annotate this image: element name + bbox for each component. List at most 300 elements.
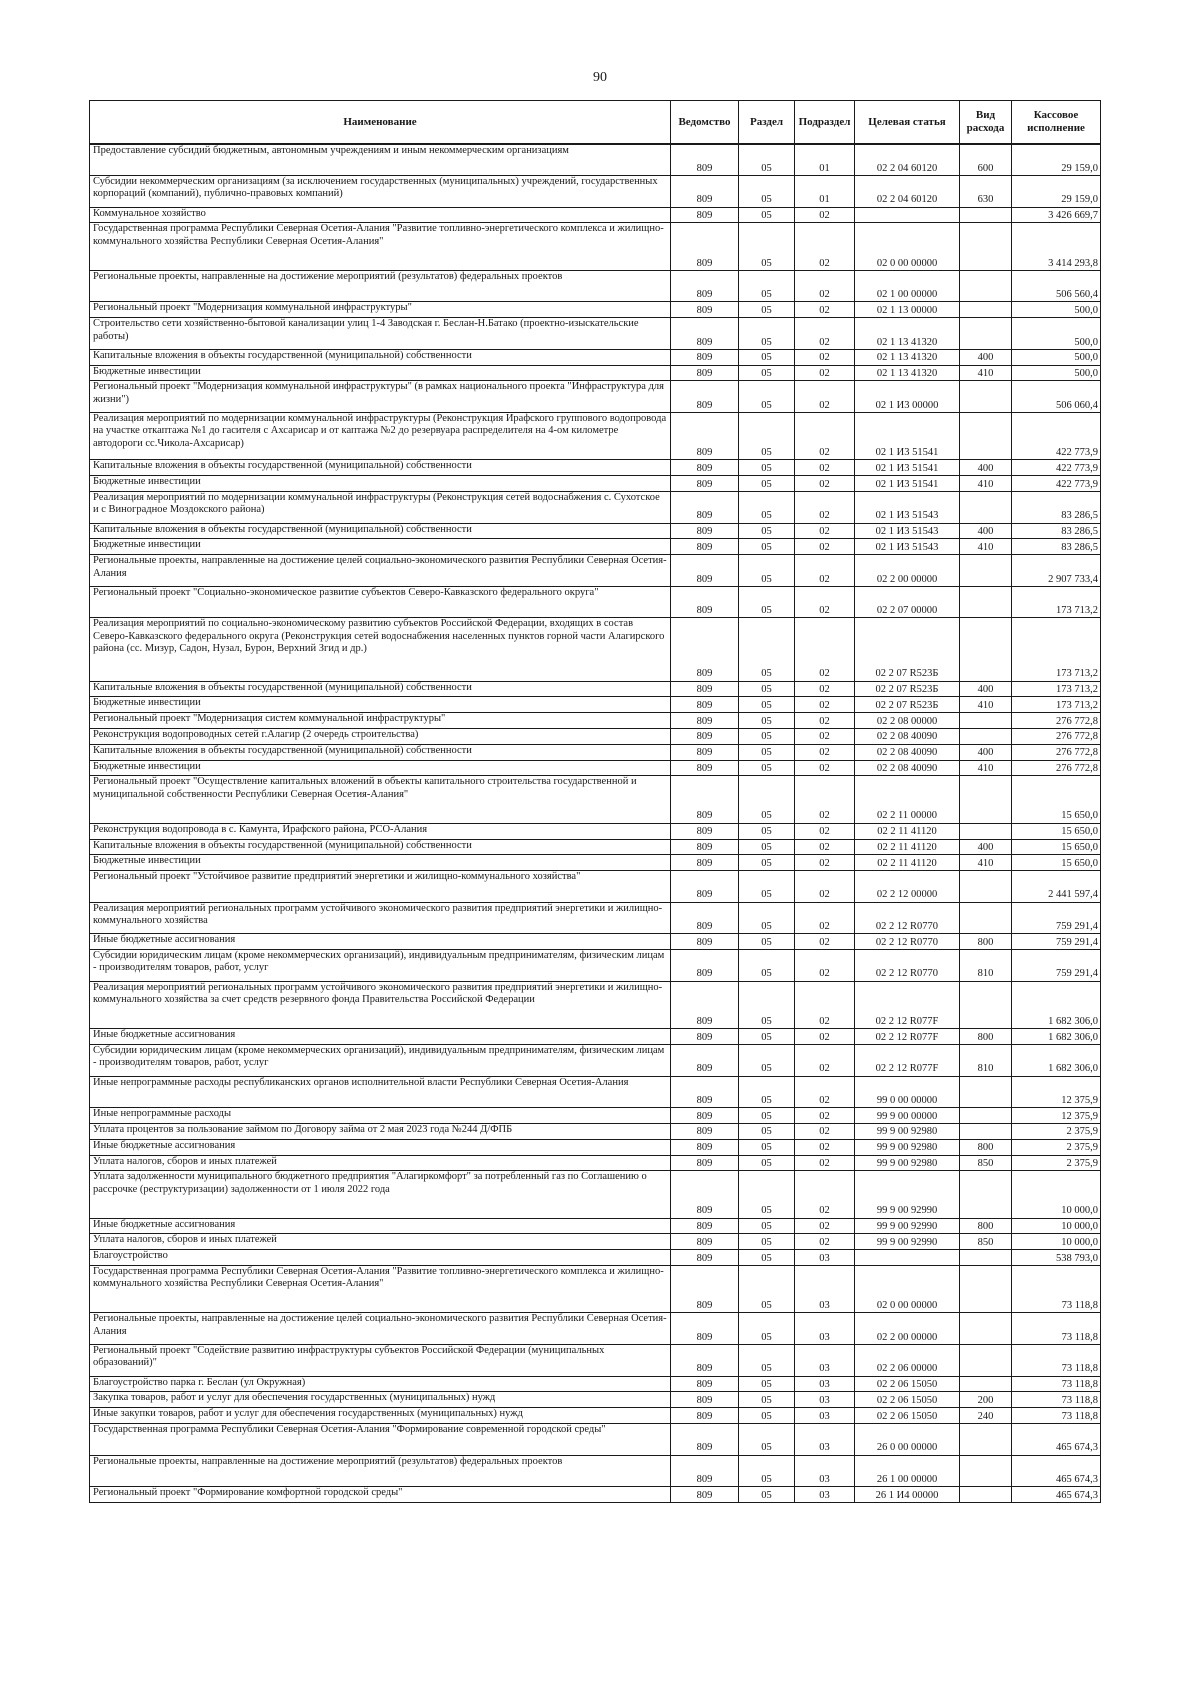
row-dept-cell: 809 xyxy=(671,176,739,208)
row-section-cell: 05 xyxy=(739,1139,795,1155)
row-dept-cell: 809 xyxy=(671,270,739,302)
row-section-cell: 05 xyxy=(739,523,795,539)
row-exp-type-cell xyxy=(960,270,1012,302)
row-name-cell: Иные бюджетные ассигнования xyxy=(90,1029,671,1045)
row-subsection-cell: 02 xyxy=(795,381,855,413)
row-name-cell: Региональные проекты, направленные на достижение целей социально-экономического развития Республики Северная Осетия-Алания xyxy=(90,555,671,587)
row-dept-cell: 809 xyxy=(671,871,739,903)
row-name-cell: Реализация мероприятий по социально-экономическому развитию субъектов Российской Федерации, входящих в состав Северо-Кавказского федерального округа (Реконструкция сетей водоснабжения населенных пунктов горной части Алагирского района (сс. Мизур, Садон, Нузал, Бурон, Верхний Згид и др.) xyxy=(90,618,671,681)
row-amount-cell: 73 118,8 xyxy=(1012,1313,1101,1345)
row-dept-cell: 809 xyxy=(671,1376,739,1392)
table-row xyxy=(90,1155,1101,1171)
table-row xyxy=(90,855,1101,871)
row-target-cell: 02 2 06 15050 xyxy=(855,1408,960,1424)
row-name-cell: Бюджетные инвестиции xyxy=(90,855,671,871)
row-name-cell: Капитальные вложения в объекты государственной (муниципальной) собственности xyxy=(90,839,671,855)
row-subsection-cell: 02 xyxy=(795,871,855,903)
row-exp-type-cell xyxy=(960,728,1012,744)
row-dept-cell: 809 xyxy=(671,1392,739,1408)
row-section-cell: 05 xyxy=(739,1408,795,1424)
row-target-cell: 02 2 12 00000 xyxy=(855,871,960,903)
row-subsection-cell: 02 xyxy=(795,681,855,697)
row-dept-cell: 809 xyxy=(671,1076,739,1108)
table-row xyxy=(90,1487,1101,1503)
table-row xyxy=(90,1029,1101,1045)
row-section-cell: 05 xyxy=(739,1218,795,1234)
table-row xyxy=(90,871,1101,903)
row-name-cell: Региональный проект "Формирование комфортной городской среды" xyxy=(90,1487,671,1503)
row-subsection-cell: 02 xyxy=(795,823,855,839)
table-row xyxy=(90,618,1101,681)
table-row xyxy=(90,144,1101,176)
row-target-cell: 02 2 11 41120 xyxy=(855,839,960,855)
row-amount-cell: 500,0 xyxy=(1012,318,1101,350)
row-name-cell: Региональные проекты, направленные на достижение мероприятий (результатов) федеральных проектов xyxy=(90,1455,671,1487)
row-amount-cell: 83 286,5 xyxy=(1012,523,1101,539)
row-section-cell: 05 xyxy=(739,539,795,555)
row-exp-type-cell xyxy=(960,871,1012,903)
row-name-cell: Региональный проект "Модернизация систем коммунальной инфраструктуры" xyxy=(90,713,671,729)
table-row xyxy=(90,1044,1101,1076)
row-name-cell: Государственная программа Республики Северная Осетия-Алания "Формирование современной городской среды" xyxy=(90,1424,671,1456)
row-amount-cell: 1 682 306,0 xyxy=(1012,1029,1101,1045)
row-exp-type-cell: 600 xyxy=(960,144,1012,176)
row-target-cell: 02 2 12 R077F xyxy=(855,1044,960,1076)
row-subsection-cell: 02 xyxy=(795,476,855,492)
row-dept-cell: 809 xyxy=(671,1487,739,1503)
row-name-cell: Бюджетные инвестиции xyxy=(90,697,671,713)
row-amount-cell: 759 291,4 xyxy=(1012,934,1101,950)
row-subsection-cell: 02 xyxy=(795,586,855,618)
row-section-cell: 05 xyxy=(739,697,795,713)
row-dept-cell: 809 xyxy=(671,744,739,760)
row-amount-cell: 506 060,4 xyxy=(1012,381,1101,413)
row-exp-type-cell: 800 xyxy=(960,1139,1012,1155)
table-row xyxy=(90,681,1101,697)
row-exp-type-cell: 400 xyxy=(960,744,1012,760)
row-target-cell: 02 2 06 15050 xyxy=(855,1376,960,1392)
table-row xyxy=(90,776,1101,823)
row-target-cell: 02 2 08 40090 xyxy=(855,744,960,760)
row-dept-cell: 809 xyxy=(671,381,739,413)
row-target-cell: 02 2 12 R0770 xyxy=(855,934,960,950)
row-subsection-cell: 03 xyxy=(795,1345,855,1377)
row-subsection-cell: 02 xyxy=(795,523,855,539)
row-section-cell: 05 xyxy=(739,413,795,460)
row-target-cell: 02 2 12 R0770 xyxy=(855,950,960,982)
row-exp-type-cell xyxy=(960,223,1012,270)
table-row xyxy=(90,1234,1101,1250)
row-dept-cell: 809 xyxy=(671,318,739,350)
row-section-cell: 05 xyxy=(739,144,795,176)
table-row xyxy=(90,460,1101,476)
row-exp-type-cell xyxy=(960,1424,1012,1456)
row-dept-cell: 809 xyxy=(671,492,739,524)
row-name-cell: Капитальные вложения в объекты государственной (муниципальной) собственности xyxy=(90,460,671,476)
row-section-cell: 05 xyxy=(739,1455,795,1487)
row-amount-cell: 83 286,5 xyxy=(1012,492,1101,524)
row-target-cell: 02 1 И3 51541 xyxy=(855,460,960,476)
row-subsection-cell: 02 xyxy=(795,902,855,934)
row-dept-cell: 809 xyxy=(671,697,739,713)
row-subsection-cell: 03 xyxy=(795,1392,855,1408)
row-target-cell xyxy=(855,1250,960,1266)
row-amount-cell: 1 682 306,0 xyxy=(1012,981,1101,1028)
row-target-cell: 99 9 00 92980 xyxy=(855,1155,960,1171)
row-dept-cell: 809 xyxy=(671,713,739,729)
row-section-cell: 05 xyxy=(739,618,795,681)
row-dept-cell: 809 xyxy=(671,1123,739,1139)
row-subsection-cell: 02 xyxy=(795,776,855,823)
row-section-cell: 05 xyxy=(739,1029,795,1045)
row-exp-type-cell xyxy=(960,902,1012,934)
row-subsection-cell: 02 xyxy=(795,1139,855,1155)
row-section-cell: 05 xyxy=(739,1171,795,1218)
row-dept-cell: 809 xyxy=(671,1218,739,1234)
table-row xyxy=(90,523,1101,539)
row-target-cell: 02 2 04 60120 xyxy=(855,176,960,208)
row-section-cell: 05 xyxy=(739,871,795,903)
row-dept-cell: 809 xyxy=(671,586,739,618)
row-exp-type-cell xyxy=(960,618,1012,681)
table-row xyxy=(90,839,1101,855)
row-subsection-cell: 02 xyxy=(795,1029,855,1045)
row-section-cell: 05 xyxy=(739,1155,795,1171)
row-exp-type-cell: 850 xyxy=(960,1155,1012,1171)
row-target-cell: 26 1 И4 00000 xyxy=(855,1487,960,1503)
row-name-cell: Бюджетные инвестиции xyxy=(90,539,671,555)
table-row xyxy=(90,1139,1101,1155)
row-target-cell: 02 2 07 R523Б xyxy=(855,681,960,697)
row-exp-type-cell: 200 xyxy=(960,1392,1012,1408)
row-amount-cell: 10 000,0 xyxy=(1012,1171,1101,1218)
row-name-cell: Региональные проекты, направленные на достижение мероприятий (результатов) федеральных проектов xyxy=(90,270,671,302)
row-exp-type-cell xyxy=(960,981,1012,1028)
row-name-cell: Капитальные вложения в объекты государственной (муниципальной) собственности xyxy=(90,681,671,697)
table-row xyxy=(90,713,1101,729)
row-target-cell: 99 9 00 92990 xyxy=(855,1218,960,1234)
table-row xyxy=(90,760,1101,776)
row-target-cell: 02 2 11 41120 xyxy=(855,823,960,839)
row-dept-cell: 809 xyxy=(671,855,739,871)
row-name-cell: Иные бюджетные ассигнования xyxy=(90,934,671,950)
row-name-cell: Благоустройство парка г. Беслан (ул Окружная) xyxy=(90,1376,671,1392)
row-target-cell: 02 1 И3 51543 xyxy=(855,492,960,524)
row-section-cell: 05 xyxy=(739,1376,795,1392)
row-amount-cell: 15 650,0 xyxy=(1012,839,1101,855)
row-section-cell: 05 xyxy=(739,1487,795,1503)
row-amount-cell: 422 773,9 xyxy=(1012,476,1101,492)
row-section-cell: 05 xyxy=(739,776,795,823)
row-name-cell: Субсидии некоммерческим организациям (за исключением государственных (муниципальных) учреждений, государственных корпораций (компаний), публично-правовых компаний) xyxy=(90,176,671,208)
row-subsection-cell: 02 xyxy=(795,302,855,318)
row-subsection-cell: 02 xyxy=(795,223,855,270)
row-section-cell: 05 xyxy=(739,223,795,270)
row-subsection-cell: 02 xyxy=(795,413,855,460)
row-section-cell: 05 xyxy=(739,981,795,1028)
row-name-cell: Государственная программа Республики Северная Осетия-Алания "Развитие топливно-энергетического комплекса и жилищно-коммунального хозяйства Республики Северная Осетия-Алания" xyxy=(90,1266,671,1313)
row-dept-cell: 809 xyxy=(671,1424,739,1456)
row-exp-type-cell xyxy=(960,1108,1012,1124)
row-subsection-cell: 02 xyxy=(795,1155,855,1171)
row-target-cell: 02 2 06 15050 xyxy=(855,1392,960,1408)
row-exp-type-cell: 410 xyxy=(960,365,1012,381)
row-target-cell: 02 1 И3 51541 xyxy=(855,413,960,460)
row-dept-cell: 809 xyxy=(671,1155,739,1171)
table-body xyxy=(90,144,1101,1503)
row-subsection-cell: 02 xyxy=(795,270,855,302)
row-subsection-cell: 02 xyxy=(795,728,855,744)
table-row xyxy=(90,381,1101,413)
row-name-cell: Региональный проект "Модернизация коммунальной инфраструктуры" xyxy=(90,302,671,318)
row-amount-cell: 465 674,3 xyxy=(1012,1487,1101,1503)
table-row xyxy=(90,1218,1101,1234)
row-section-cell: 05 xyxy=(739,365,795,381)
row-dept-cell: 809 xyxy=(671,555,739,587)
row-exp-type-cell xyxy=(960,1376,1012,1392)
row-target-cell: 99 9 00 92990 xyxy=(855,1171,960,1218)
row-target-cell: 02 2 06 00000 xyxy=(855,1345,960,1377)
row-exp-type-cell: 850 xyxy=(960,1234,1012,1250)
row-amount-cell: 173 713,2 xyxy=(1012,586,1101,618)
row-exp-type-cell xyxy=(960,1487,1012,1503)
row-section-cell: 05 xyxy=(739,1345,795,1377)
row-section-cell: 05 xyxy=(739,207,795,223)
row-name-cell: Реализация мероприятий по модернизации коммунальной инфраструктуры (Реконструкция сетей водоснабжения с. Сухотское и с Виноградное Моздокского района) xyxy=(90,492,671,524)
row-dept-cell: 809 xyxy=(671,981,739,1028)
row-dept-cell: 809 xyxy=(671,1455,739,1487)
table-row xyxy=(90,1266,1101,1313)
row-exp-type-cell: 410 xyxy=(960,476,1012,492)
row-dept-cell: 809 xyxy=(671,902,739,934)
row-subsection-cell: 02 xyxy=(795,934,855,950)
row-name-cell: Государственная программа Республики Северная Осетия-Алания "Развитие топливно-энергетического комплекса и жилищно-коммунального хозяйства Республики Северная Осетия-Алания" xyxy=(90,223,671,270)
table-row xyxy=(90,586,1101,618)
row-exp-type-cell xyxy=(960,1250,1012,1266)
row-target-cell: 02 1 И3 51543 xyxy=(855,523,960,539)
row-target-cell: 26 1 00 00000 xyxy=(855,1455,960,1487)
row-section-cell: 05 xyxy=(739,1108,795,1124)
row-exp-type-cell: 800 xyxy=(960,1218,1012,1234)
row-section-cell: 05 xyxy=(739,349,795,365)
row-amount-cell: 73 118,8 xyxy=(1012,1376,1101,1392)
row-target-cell: 02 1 13 41320 xyxy=(855,349,960,365)
row-subsection-cell: 02 xyxy=(795,1044,855,1076)
row-name-cell: Региональный проект "Содействие развитию инфраструктуры субъектов Российской Федерации (муниципальных образований)" xyxy=(90,1345,671,1377)
row-section-cell: 05 xyxy=(739,1313,795,1345)
row-subsection-cell: 02 xyxy=(795,349,855,365)
row-subsection-cell: 02 xyxy=(795,1108,855,1124)
row-name-cell: Региональный проект "Устойчивое развитие предприятий энергетики и жилищно-коммунального хозяйства" xyxy=(90,871,671,903)
row-subsection-cell: 02 xyxy=(795,492,855,524)
row-subsection-cell: 01 xyxy=(795,144,855,176)
row-target-cell: 02 1 И3 51543 xyxy=(855,539,960,555)
row-target-cell: 02 2 00 00000 xyxy=(855,555,960,587)
row-dept-cell: 809 xyxy=(671,1234,739,1250)
table-row xyxy=(90,223,1101,270)
row-dept-cell: 809 xyxy=(671,1345,739,1377)
row-exp-type-cell: 400 xyxy=(960,681,1012,697)
row-amount-cell: 10 000,0 xyxy=(1012,1218,1101,1234)
row-target-cell: 02 1 13 00000 xyxy=(855,302,960,318)
row-subsection-cell: 02 xyxy=(795,855,855,871)
row-subsection-cell: 02 xyxy=(795,539,855,555)
row-subsection-cell: 03 xyxy=(795,1266,855,1313)
row-amount-cell: 73 118,8 xyxy=(1012,1408,1101,1424)
row-subsection-cell: 02 xyxy=(795,1076,855,1108)
table-row xyxy=(90,1250,1101,1266)
row-exp-type-cell xyxy=(960,555,1012,587)
row-name-cell: Уплата задолженности муниципального бюджетного предприятия "Алагиркомфорт" за потребленный газ по Соглашению о рассрочке (реструктуризации) задолженности от 1 июля 2022 года xyxy=(90,1171,671,1218)
table-row xyxy=(90,1108,1101,1124)
row-name-cell: Уплата налогов, сборов и иных платежей xyxy=(90,1234,671,1250)
row-amount-cell: 465 674,3 xyxy=(1012,1424,1101,1456)
table-row xyxy=(90,176,1101,208)
table-row xyxy=(90,902,1101,934)
row-subsection-cell: 02 xyxy=(795,1123,855,1139)
row-section-cell: 05 xyxy=(739,902,795,934)
row-section-cell: 05 xyxy=(739,1234,795,1250)
row-name-cell: Субсидии юридическим лицам (кроме некоммерческих организаций), индивидуальным предпринимателям, физическим лицам - производителям товаров, работ, услуг xyxy=(90,1044,671,1076)
row-subsection-cell: 02 xyxy=(795,365,855,381)
row-subsection-cell: 02 xyxy=(795,950,855,982)
row-section-cell: 05 xyxy=(739,586,795,618)
row-dept-cell: 809 xyxy=(671,207,739,223)
row-name-cell: Уплата налогов, сборов и иных платежей xyxy=(90,1155,671,1171)
row-target-cell: 02 2 08 00000 xyxy=(855,713,960,729)
row-section-cell: 05 xyxy=(739,381,795,413)
row-exp-type-cell: 400 xyxy=(960,523,1012,539)
row-amount-cell: 83 286,5 xyxy=(1012,539,1101,555)
row-exp-type-cell xyxy=(960,713,1012,729)
row-section-cell: 05 xyxy=(739,302,795,318)
row-exp-type-cell xyxy=(960,207,1012,223)
table-row xyxy=(90,934,1101,950)
row-name-cell: Региональные проекты, направленные на достижение целей социально-экономического развития Республики Северная Осетия-Алания xyxy=(90,1313,671,1345)
row-name-cell: Субсидии юридическим лицам (кроме некоммерческих организаций), индивидуальным предпринимателям, физическим лицам - производителям товаров, работ, услуг xyxy=(90,950,671,982)
row-target-cell xyxy=(855,207,960,223)
row-exp-type-cell: 400 xyxy=(960,460,1012,476)
row-amount-cell: 173 713,2 xyxy=(1012,618,1101,681)
row-name-cell: Иные непрограммные расходы xyxy=(90,1108,671,1124)
row-amount-cell: 15 650,0 xyxy=(1012,776,1101,823)
row-name-cell: Иные бюджетные ассигнования xyxy=(90,1139,671,1155)
row-dept-cell: 809 xyxy=(671,1250,739,1266)
row-name-cell: Строительство сети хозяйственно-бытовой канализации улиц 1-4 Заводская г. Беслан-Н.Батако (проектно-изыскательские работы) xyxy=(90,318,671,350)
row-amount-cell: 1 682 306,0 xyxy=(1012,1044,1101,1076)
row-name-cell: Закупка товаров, работ и услуг для обеспечения государственных (муниципальных) нужд xyxy=(90,1392,671,1408)
row-name-cell: Реконструкция водопровода в с. Камунта, Ирафского района, РСО-Алания xyxy=(90,823,671,839)
row-exp-type-cell: 630 xyxy=(960,176,1012,208)
row-target-cell: 02 1 13 41320 xyxy=(855,318,960,350)
row-name-cell: Реализация мероприятий региональных программ устойчивого экономического развития предприятий энергетики и жилищно-коммунального хозяйства за счет средств резервного фонда Правительства Российской Федерации xyxy=(90,981,671,1028)
table-row xyxy=(90,207,1101,223)
row-dept-cell: 809 xyxy=(671,144,739,176)
row-exp-type-cell xyxy=(960,1266,1012,1313)
header-exp-type: Вид расхода xyxy=(960,101,1012,145)
row-name-cell: Региональный проект "Социально-экономическое развитие субъектов Северо-Кавказского федерального округа" xyxy=(90,586,671,618)
row-subsection-cell: 03 xyxy=(795,1408,855,1424)
row-exp-type-cell: 800 xyxy=(960,1029,1012,1045)
table-row xyxy=(90,697,1101,713)
row-target-cell: 02 1 13 41320 xyxy=(855,365,960,381)
row-target-cell: 02 1 И3 00000 xyxy=(855,381,960,413)
row-amount-cell: 29 159,0 xyxy=(1012,176,1101,208)
row-target-cell: 02 2 08 40090 xyxy=(855,760,960,776)
row-section-cell: 05 xyxy=(739,460,795,476)
row-exp-type-cell: 400 xyxy=(960,349,1012,365)
header-dept: Ведомство xyxy=(671,101,739,145)
table-row xyxy=(90,1392,1101,1408)
row-name-cell: Иные закупки товаров, работ и услуг для обеспечения государственных (муниципальных) нужд xyxy=(90,1408,671,1424)
row-target-cell: 99 9 00 92990 xyxy=(855,1234,960,1250)
row-subsection-cell: 02 xyxy=(795,1234,855,1250)
row-amount-cell: 276 772,8 xyxy=(1012,728,1101,744)
row-dept-cell: 809 xyxy=(671,1266,739,1313)
row-section-cell: 05 xyxy=(739,1424,795,1456)
row-exp-type-cell xyxy=(960,586,1012,618)
table-row xyxy=(90,1424,1101,1456)
row-name-cell: Реализация мероприятий по модернизации коммунальной инфраструктуры (Реконструкция Ирафского группового водопровода на участке откаптажа №1 до гасителя с Ахсарисар и от каптажа №2 до резервуара распределителя на 4-ом километре автодороги сс.Чикола-Ахсарисар) xyxy=(90,413,671,460)
row-target-cell: 02 2 11 00000 xyxy=(855,776,960,823)
row-target-cell: 02 1 00 00000 xyxy=(855,270,960,302)
row-subsection-cell: 02 xyxy=(795,744,855,760)
table-row xyxy=(90,1171,1101,1218)
table-row xyxy=(90,1123,1101,1139)
row-exp-type-cell xyxy=(960,1076,1012,1108)
row-dept-cell: 809 xyxy=(671,1029,739,1045)
row-exp-type-cell: 410 xyxy=(960,539,1012,555)
row-name-cell: Иные бюджетные ассигнования xyxy=(90,1218,671,1234)
row-name-cell: Уплата процентов за пользование займом по Договору займа от 2 мая 2023 года №244 Д/ФПБ xyxy=(90,1123,671,1139)
table-row xyxy=(90,1408,1101,1424)
row-amount-cell: 422 773,9 xyxy=(1012,460,1101,476)
row-exp-type-cell xyxy=(960,381,1012,413)
table-row xyxy=(90,823,1101,839)
row-amount-cell: 10 000,0 xyxy=(1012,1234,1101,1250)
row-target-cell: 26 0 00 00000 xyxy=(855,1424,960,1456)
row-section-cell: 05 xyxy=(739,744,795,760)
row-target-cell: 02 2 07 R523Б xyxy=(855,697,960,713)
row-subsection-cell: 02 xyxy=(795,618,855,681)
row-exp-type-cell xyxy=(960,1123,1012,1139)
row-amount-cell: 538 793,0 xyxy=(1012,1250,1101,1266)
row-section-cell: 05 xyxy=(739,713,795,729)
table-row xyxy=(90,302,1101,318)
row-subsection-cell: 02 xyxy=(795,839,855,855)
row-amount-cell: 15 650,0 xyxy=(1012,855,1101,871)
row-dept-cell: 809 xyxy=(671,349,739,365)
row-amount-cell: 12 375,9 xyxy=(1012,1108,1101,1124)
row-name-cell: Реконструкция водопроводных сетей г.Алагир (2 очередь строительства) xyxy=(90,728,671,744)
header-subsection: Подраздел xyxy=(795,101,855,145)
row-name-cell: Капитальные вложения в объекты государственной (муниципальной) собственности xyxy=(90,744,671,760)
row-target-cell: 99 0 00 00000 xyxy=(855,1076,960,1108)
table-row xyxy=(90,349,1101,365)
row-section-cell: 05 xyxy=(739,270,795,302)
table-row xyxy=(90,476,1101,492)
row-amount-cell: 2 375,9 xyxy=(1012,1139,1101,1155)
table-row xyxy=(90,1076,1101,1108)
row-target-cell: 99 9 00 00000 xyxy=(855,1108,960,1124)
row-name-cell: Иные непрограммные расходы республиканских органов исполнительной власти Республики Северная Осетия-Алания xyxy=(90,1076,671,1108)
header-row xyxy=(90,101,1101,145)
row-dept-cell: 809 xyxy=(671,302,739,318)
row-name-cell: Капитальные вложения в объекты государственной (муниципальной) собственности xyxy=(90,523,671,539)
row-amount-cell: 759 291,4 xyxy=(1012,902,1101,934)
row-amount-cell: 3 414 293,8 xyxy=(1012,223,1101,270)
row-dept-cell: 809 xyxy=(671,760,739,776)
